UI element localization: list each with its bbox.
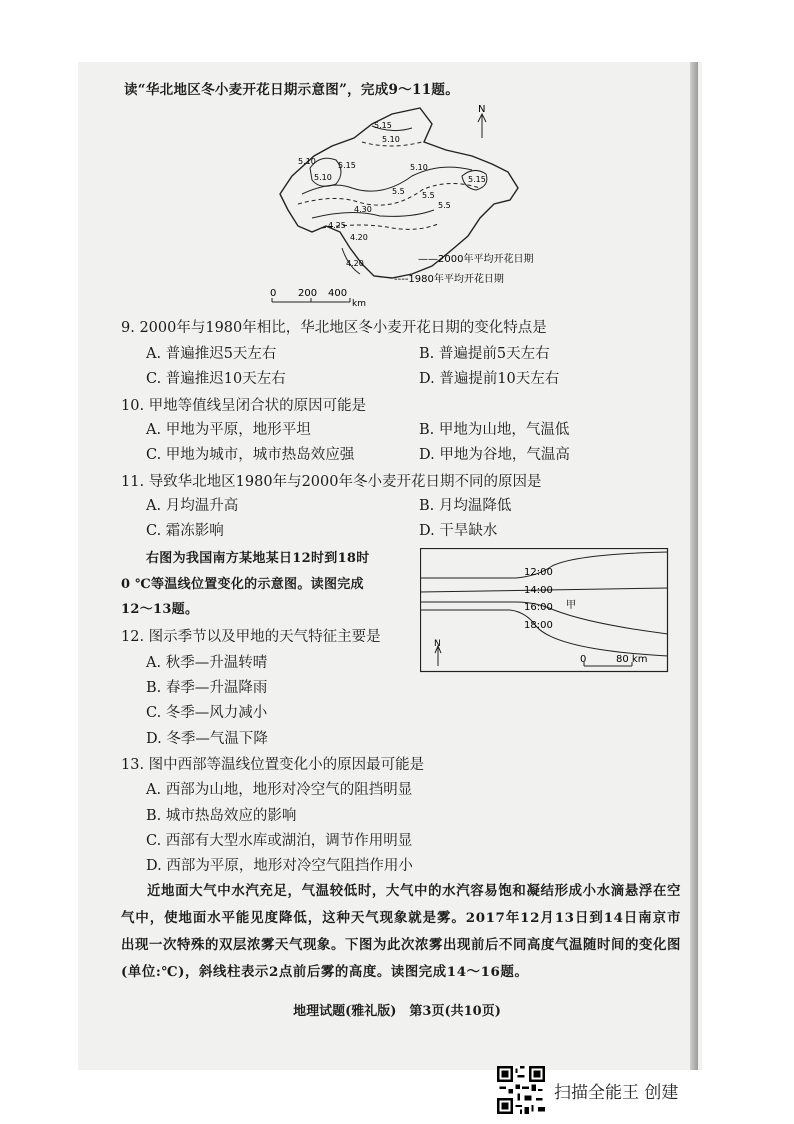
isoline-label: 4.30: [354, 205, 372, 214]
isoline-label: 5.10: [298, 157, 316, 166]
question-11-option-b[interactable]: B. 月均温降低: [419, 498, 512, 514]
fog-paragraph: 近地面大气中水汽充足，气温较低时，大气中的水汽容易饱和凝结形成小水滴悬浮在空气中，使地面水平能见度降低，这种天气现象就是雾。2017年12月13日到14日南京市出现一次特殊的双层浓雾天气现象。下图为此次浓雾出现前后不同高度气温随时间的变化图(单位:℃)，斜线柱表示2点前后雾的高度。读图完成14～16题。: [121, 883, 681, 980]
wheat-flowering-map: [262, 98, 542, 310]
scale-0: 0: [580, 654, 587, 665]
question-11-stem: 11. 导致华北地区1980年与2000年冬小麦开花日期不同的原因是: [121, 474, 542, 490]
isoline-label: 5.5: [438, 201, 451, 210]
isoline-2000-c: [312, 210, 434, 218]
legend-1980: ----1980年平均开花日期: [394, 274, 504, 285]
question-13-option-b[interactable]: B. 城市热岛效应的影响: [146, 808, 297, 824]
scale-80: 80 km: [616, 654, 648, 665]
isoline-label: 5.15: [468, 175, 486, 184]
question-12-option-d[interactable]: D. 冬季—气温下降: [146, 731, 268, 747]
question-12-option-c[interactable]: C. 冬季—风力减小: [146, 705, 268, 721]
isoline-label: 4.20: [346, 259, 364, 268]
question-10-option-c[interactable]: C. 甲地为城市，城市热岛效应强: [146, 447, 355, 463]
question-9-stem: 9. 2000年与1980年相比，华北地区冬小麦开花日期的变化特点是: [121, 320, 547, 336]
isotherm-1800: [420, 610, 668, 656]
north-label: N: [478, 104, 486, 115]
question-9-option-d[interactable]: D. 普遍提前10天左右: [419, 371, 560, 387]
isoline-label: 5.15: [374, 121, 392, 130]
isotherm-map: [420, 548, 670, 673]
isoline-label: 4.25: [328, 221, 346, 230]
time-label-1200: 12:00: [524, 567, 553, 578]
qr-code-icon: [497, 1066, 545, 1114]
question-10-option-a[interactable]: A. 甲地为平原，地形平坦: [146, 422, 311, 438]
scale-400: 400: [328, 288, 348, 299]
page-footer: 地理试题(雅礼版) 第3页(共10页): [293, 1004, 501, 1019]
question-10-option-b[interactable]: B. 甲地为山地，气温低: [419, 422, 570, 438]
isotherm-intro-line-1: 右图为我国南方某地某日12时到18时: [146, 551, 370, 566]
time-label-1400: 14:00: [524, 585, 553, 596]
isoline-label: 4.20: [350, 233, 368, 242]
question-13-option-a[interactable]: A. 西部为山地，地形对冷空气的阻挡明显: [146, 782, 413, 798]
question-13-option-d[interactable]: D. 西部为平原，地形对冷空气阻挡作用小: [146, 858, 413, 874]
question-9-option-b[interactable]: B. 普遍提前5天左右: [419, 346, 550, 362]
question-11-option-a[interactable]: A. 月均温升高: [146, 498, 239, 514]
scale-unit: km: [352, 299, 366, 309]
question-9-option-a[interactable]: A. 普遍推迟5天左右: [146, 346, 277, 362]
question-12-stem: 12. 图示季节以及甲地的天气特征主要是: [121, 629, 381, 645]
scale-0: 0: [270, 288, 277, 299]
page-edge-shadow: [690, 62, 698, 1070]
question-10-option-d[interactable]: D. 甲地为谷地，气温高: [419, 447, 570, 463]
legend-2000: ——2000年平均开花日期: [418, 254, 534, 265]
question-11-option-d[interactable]: D. 干旱缺水: [419, 523, 498, 539]
north-label: N: [434, 639, 441, 649]
isoline-label: 5.15: [338, 161, 356, 170]
question-13-option-c[interactable]: C. 西部有大型水库或湖泊，调节作用明显: [146, 833, 413, 849]
isotherm-intro-line-2: 0 ℃等温线位置变化的示意图。读图完成: [121, 577, 364, 592]
isoline-label: 5.5: [422, 191, 435, 200]
jia-label: 甲: [566, 600, 576, 611]
time-label-1600: 16:00: [524, 602, 553, 613]
question-12-option-b[interactable]: B. 春季—升温降雨: [146, 680, 268, 696]
isoline-label: 5.10: [382, 135, 400, 144]
question-10-stem: 10. 甲地等值线呈闭合状的原因可能是: [121, 398, 367, 414]
time-label-1800: 18:00: [524, 620, 553, 631]
scale-200: 200: [298, 288, 318, 299]
isoline-label: 5.10: [410, 163, 428, 172]
question-9-option-c[interactable]: C. 普遍推迟10天左右: [146, 371, 286, 387]
scanner-watermark: 扫描全能王 创建: [554, 1083, 679, 1103]
question-12-option-a[interactable]: A. 秋季—升温转晴: [146, 655, 268, 671]
isotherm-intro-line-3: 12～13题。: [121, 602, 199, 617]
isoline-label: 5.10: [314, 173, 332, 182]
question-11-option-c[interactable]: C. 霜冻影响: [146, 523, 224, 539]
question-13-stem: 13. 图中西部等温线位置变化小的原因最可能是: [121, 757, 425, 773]
map-intro: 读“华北地区冬小麦开花日期示意图”，完成9～11题。: [124, 82, 460, 98]
isoline-label: 5.5: [392, 187, 405, 196]
